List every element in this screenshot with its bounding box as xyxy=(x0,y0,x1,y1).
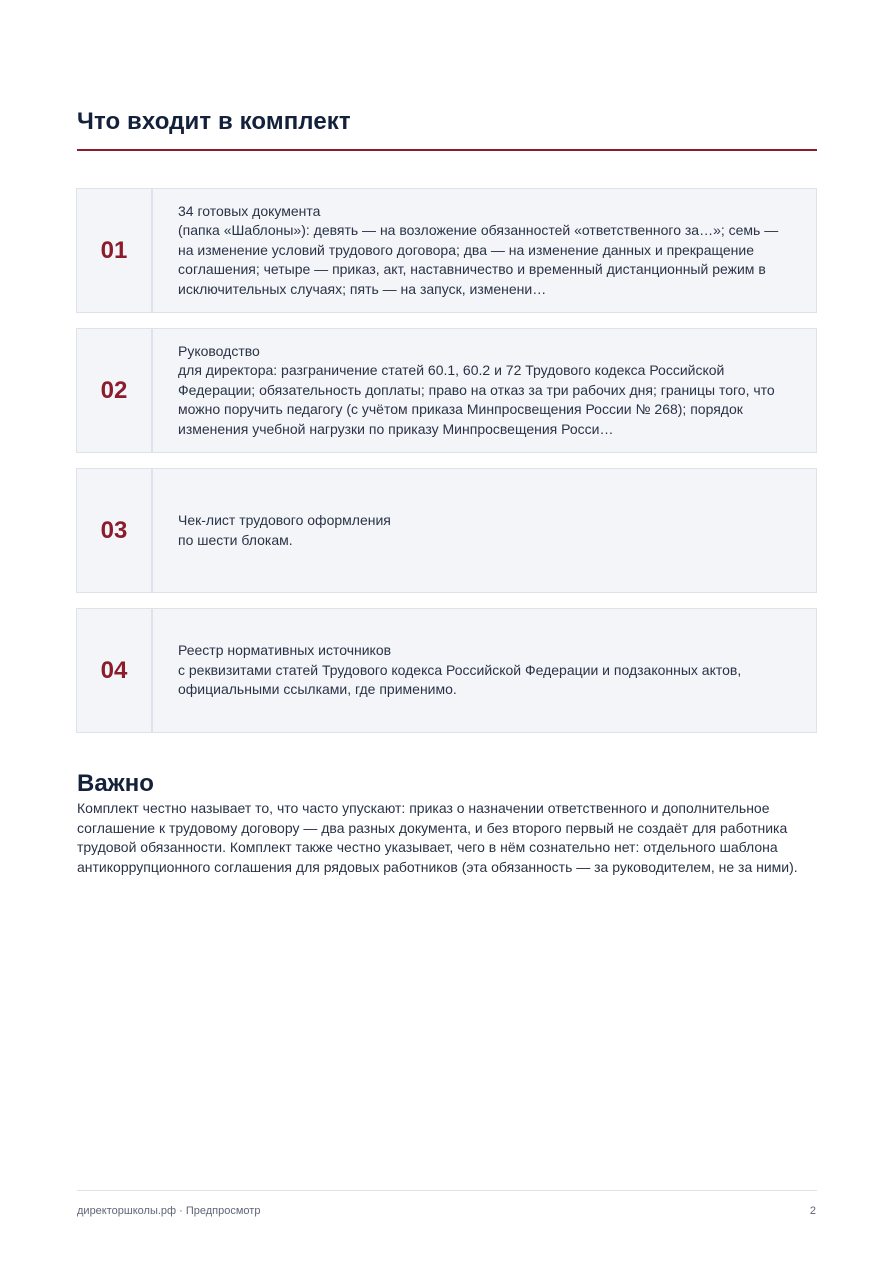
item-title: Руководство xyxy=(178,342,260,359)
kit-contents-list xyxy=(76,188,817,748)
item-title: Чек-лист трудового оформления xyxy=(178,511,391,528)
important-heading: Важно xyxy=(77,770,154,797)
page-title: Что входит в комплект xyxy=(77,108,351,135)
item-number: 01 xyxy=(77,189,153,312)
list-item xyxy=(76,188,817,313)
item-number: 03 xyxy=(77,469,153,592)
item-number: 04 xyxy=(77,609,153,732)
item-description: по шести блокам. xyxy=(178,531,293,548)
item-number: 02 xyxy=(77,329,153,452)
item-description: с реквизитами статей Трудового кодекса Российской Федерации и подзаконных актов, официальными ссылками, где применимо. xyxy=(178,661,742,698)
list-item xyxy=(76,328,817,453)
list-item xyxy=(76,608,817,733)
footer-divider xyxy=(77,1190,817,1191)
list-item xyxy=(76,468,817,593)
item-body xyxy=(153,189,816,312)
title-divider xyxy=(77,149,817,151)
item-title: 34 готовых документа xyxy=(178,202,321,219)
important-text: Комплект честно называет то, что часто упускают: приказ о назначении ответственного и дополнительное соглашение к трудовому договору — два разных документа, и без второго первый не создаёт для работника трудовой обязанности. Комплект также честно указывает, чего в нём сознательно нет: отдельного шаблона антикоррупционного соглашения для рядовых работников (эта обязанность — за руководителем, не за ними). xyxy=(77,800,798,875)
item-body xyxy=(153,329,816,452)
item-description: для директора: разграничение статей 60.1, 60.2 и 72 Трудового кодекса Российской Федерации; обязательность доплаты; право на отказ за три рабочих дня; границы того, что можно поручить педагогу (с учётом приказа Минпросвещения России № 268); порядок изменения учебной нагрузки по приказу Минпросвещения Росси… xyxy=(178,362,775,437)
item-title: Реестр нормативных источников xyxy=(178,642,392,659)
item-body xyxy=(153,469,816,592)
important-section xyxy=(77,769,817,877)
footer-site-label: директоршколы.рф · Предпросмотр xyxy=(77,1205,261,1217)
item-description: (папка «Шаблоны»): девять — на возложение обязанностей «ответственного за…»; семь — на изменение условий трудового договора; два — на изменение данных и прекращение соглашения; четыре — приказ, акт, наставничество и временный дистанционный режим в исключительных случаях; пять — на запуск, изменени… xyxy=(178,222,779,297)
item-body xyxy=(153,609,816,732)
page-number: 2 xyxy=(809,1205,816,1217)
